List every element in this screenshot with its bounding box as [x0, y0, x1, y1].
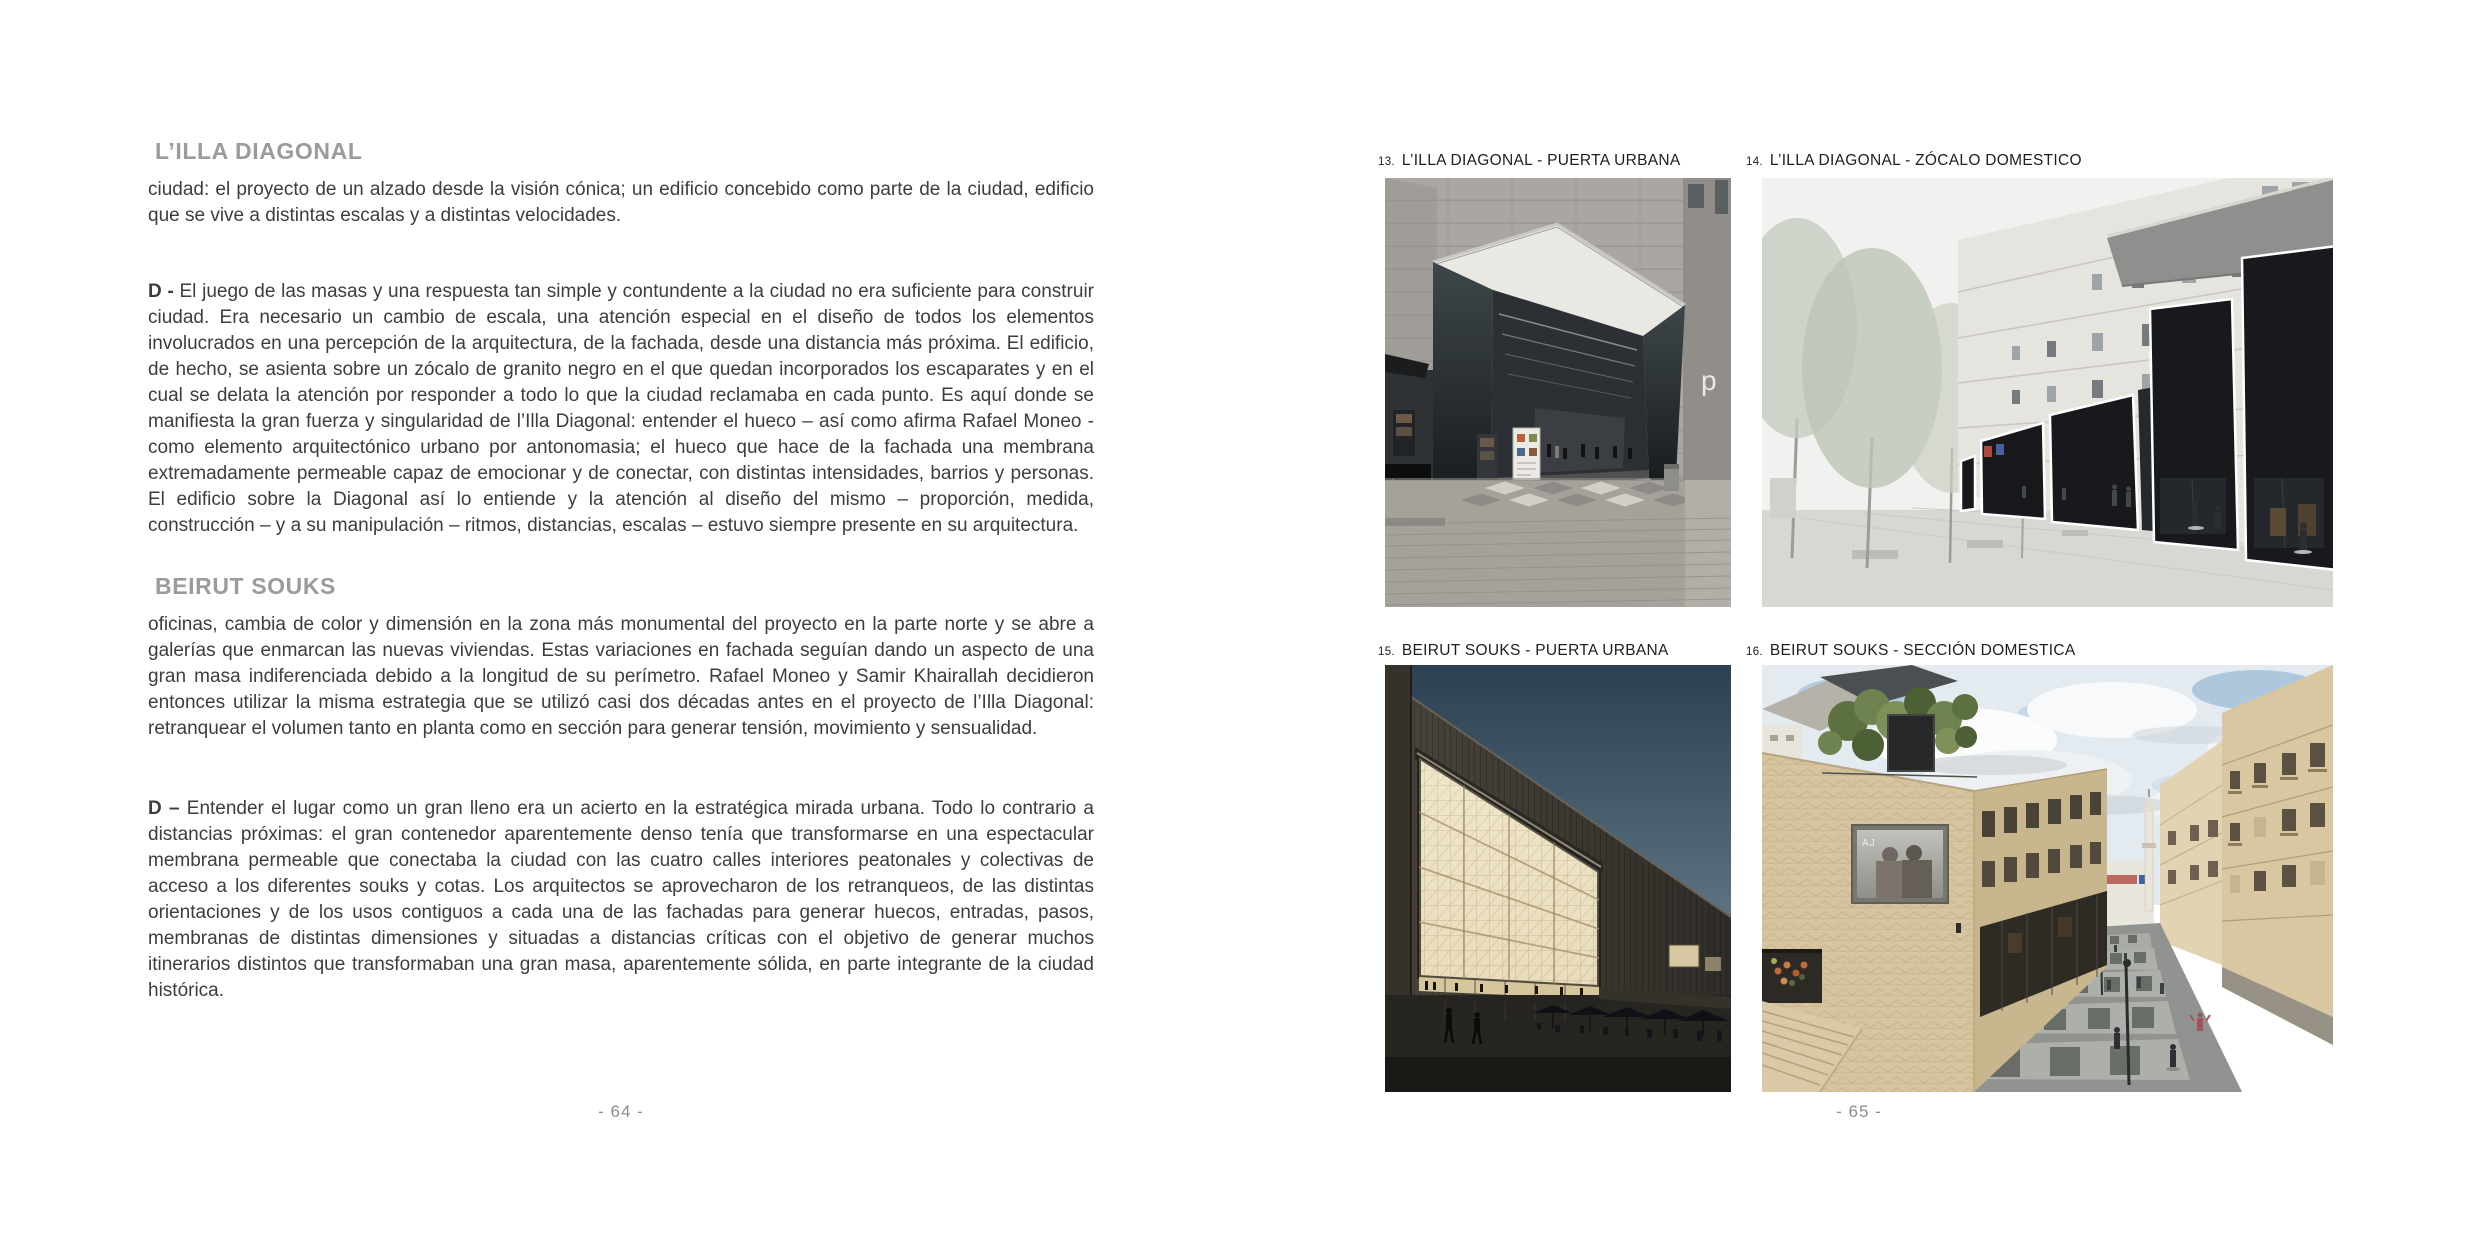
photo-beirut-puerta-urbana	[1385, 665, 1731, 1092]
paragraph-beirut-intro: oficinas, cambia de color y dimensión en la zona más monumental del proyecto en la parte norte y se abre a galerías que enmarcan las nuevas viviendas. Estas variaciones en fachada seguían dando un aspecto de una gran masa indiferenciada debido a la longitud de su perímetro. Rafael Moneo y Samir Khairallah decidieron entonces utilizar la misma estrategia que se utilizó casi dos décadas antes en el proyecto de l’Illa Diagonal: retranquear el volumen tanto en planta como en sección para generar tensión, movimiento y sensualidad.	[148, 614, 1094, 739]
photo-beirut-seccion-art	[1762, 665, 2333, 1092]
flower-shop	[1762, 949, 1822, 1003]
terrace-window	[1888, 715, 1934, 771]
figure-caption-16	[1746, 642, 2075, 660]
minaret	[2145, 811, 2153, 911]
paragraph-illa-intro: ciudad: el proyecto de un alzado desde la visión cónica; un edificio concebido como parte de la ciudad, edificio que se vive a distintas escalas y a distintas velocidades.	[148, 179, 1094, 226]
figure-caption-16-text: BEIRUT SOUKS - SECCIÓN DOMESTICA	[1769, 642, 2076, 659]
photo-illa-puerta-urbana	[1385, 178, 1731, 607]
billboard	[1852, 825, 1948, 903]
photo-beirut-seccion-domestica	[1762, 665, 2333, 1092]
wall-lamp	[1956, 923, 1961, 933]
photo-illa-zocalo-domestico	[1762, 178, 2333, 607]
paragraph-d-beirut-lead: D –	[148, 798, 187, 819]
plaza	[1385, 987, 1731, 1092]
photo-beirut-puerta-art	[1385, 665, 1731, 1092]
photo-illa-zocalo-art	[1762, 178, 2333, 607]
figure-number-14: 14.	[1746, 156, 1763, 168]
paragraph-d-beirut-text: Entender el lugar como un gran lleno era un acierto en la estratégica mirada urbana. Todo lo contrario a distancias próximas: el gran contenedor aparentemente denso tenía que transformarse en una espectacular membrana permeable que conectaba la ciudad con las cuatro calles interiores peatonales y colectivas de acceso a los diferentes souks y cotas. Los arquitectos se aprovecharon de los retranqueos, de las distintas orientaciones y de los usos contiguos a cada una de las fachadas para generar huecos, entradas, pasos, membranas de distintas dimensiones y situadas a distancias críticas con el objetivo de generar muchos itinerarios distintos que transformaban una gran masa, aparentemente sólida, en parte integrante de la ciudad histórica.	[148, 798, 1094, 1001]
figure-caption-14	[1746, 152, 2082, 170]
left-page-text-column	[148, 138, 1094, 1004]
figure-caption-15-text: BEIRUT SOUKS - PUERTA URBANA	[1401, 642, 1669, 659]
figure-caption-15	[1378, 642, 1669, 660]
figure-number-15: 15.	[1378, 646, 1395, 658]
figure-number-16: 16.	[1746, 646, 1763, 658]
figure-caption-14-text: L’ILLA DIAGONAL - ZÓCALO DOMESTICO	[1769, 152, 2082, 169]
figure-number-13: 13.	[1378, 156, 1395, 168]
paragraph-d-illa-text: El juego de las masas y una respuesta tan simple y contundente a la ciudad no era suficiente para construir ciudad. Era necesario un cambio de escala, una atención especial en el diseño de todos los elementos involucrados en una percepción de la arquitectura, de la fachada, desde una distancia más próxima. El edificio, de hecho, se asienta sobre un zócalo de granito negro en el que quedan incorporados los escaparates y en el cual se delata la atención por responder a todo lo que la ciudad reclamaba en cada punto. Es aquí donde se manifiesta la gran fuerza y singularidad de l’Illa Diagonal: entender el hueco – así como afirma Rafael Moneo - como elemento arquitectónico urbano por antonomasia; el hueco que hace de la fachada una membrana extremadamente permeable capaz de emocionar y de conectar, con distintas intensidades, barrios y personas. El edificio sobre la Diagonal así lo entiende y la atención al diseño del mismo – proporción, medida, construcción – y a su manipulación – ritmos, distancias, escalas – estuvo siempre presente en su arquitectura.	[148, 281, 1094, 536]
paragraph-d-beirut	[148, 796, 1094, 1004]
figure-caption-13	[1378, 152, 1681, 170]
section-heading-illa-diagonal: L’ILLA DIAGONAL	[155, 138, 363, 164]
photo-illa-puerta-urbana-art	[1385, 178, 1731, 607]
page-number-64: - 64 -	[598, 1102, 644, 1121]
figure-caption-13-text: L’ILLA DIAGONAL - PUERTA URBANA	[1401, 152, 1681, 169]
glass-store-letter: p	[1701, 365, 1717, 396]
page-number-65: - 65 -	[1836, 1102, 1882, 1121]
paragraph-d-illa-lead: D -	[148, 281, 180, 302]
section-heading-beirut-souks: BEIRUT SOUKS	[155, 573, 336, 599]
billboard-text: AJ	[1862, 838, 1876, 849]
pavement	[1385, 464, 1731, 607]
paragraph-d-illa	[148, 279, 1094, 539]
